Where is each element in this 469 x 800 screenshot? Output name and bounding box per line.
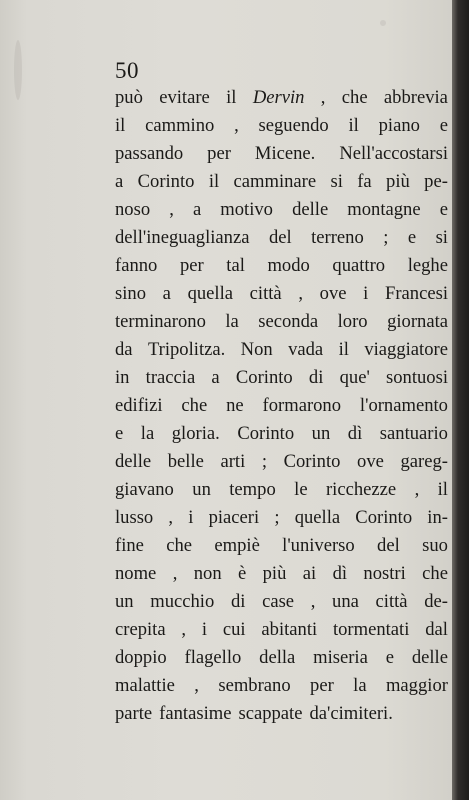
word: giavano [115, 479, 174, 500]
word: città [375, 591, 408, 612]
word: la [140, 423, 155, 444]
word: che [422, 563, 448, 584]
text-line [115, 196, 448, 224]
word: miseria [313, 647, 368, 668]
word: del [268, 227, 292, 248]
text-line [115, 140, 448, 168]
word: il [208, 171, 220, 192]
word: delle [292, 199, 329, 220]
word: loro [337, 311, 368, 332]
text-line [115, 392, 448, 420]
text-line [115, 84, 448, 112]
word: passando [115, 143, 184, 164]
word: fa [357, 171, 372, 192]
word: da'cimiteri. [309, 703, 393, 724]
word: che [181, 395, 208, 416]
word: da [115, 339, 133, 360]
word: il [115, 115, 126, 136]
word: scappate [238, 703, 303, 724]
page-number: 50 [115, 58, 139, 83]
word: sino [115, 283, 146, 304]
word: pe- [424, 171, 448, 192]
word: , [320, 87, 326, 108]
word: piaceri [208, 507, 260, 528]
word: crepita [115, 619, 166, 640]
text-line [115, 112, 448, 140]
word: l'universo [282, 535, 355, 556]
word: piano [378, 115, 420, 136]
text-line [115, 420, 448, 448]
word: le [294, 479, 308, 500]
word: Corinto [355, 507, 413, 528]
word: seguendo [258, 115, 329, 136]
word: empiè [214, 535, 260, 556]
word: case [262, 591, 295, 612]
word: della [259, 647, 296, 668]
word: un [311, 423, 331, 444]
word: e [439, 115, 448, 136]
word: lusso [115, 507, 154, 528]
word: Tripolitza. [147, 339, 226, 360]
word: motivo [220, 199, 273, 220]
word: ricchezze [325, 479, 397, 500]
word: , [310, 591, 316, 612]
word: di [308, 367, 324, 388]
word: quattro [332, 255, 386, 276]
word: delle [411, 647, 448, 668]
word: de- [424, 591, 448, 612]
word: può [115, 87, 143, 108]
word: santuario [379, 423, 448, 444]
word: più [386, 171, 410, 192]
word: Corinto [137, 171, 195, 192]
word: fantasime [159, 703, 232, 724]
word: cammino [145, 115, 215, 136]
word: flagello [184, 647, 242, 668]
text-line [115, 308, 448, 336]
word: Corinto [235, 367, 293, 388]
word: la [353, 675, 367, 696]
body-text [115, 84, 448, 728]
word: Corinto [237, 423, 295, 444]
word: , [181, 619, 187, 640]
word: a [115, 171, 124, 192]
word: del [377, 535, 400, 556]
paper-stain [14, 40, 22, 100]
word: il [226, 87, 237, 108]
word: i [201, 619, 208, 640]
word: città [249, 283, 282, 304]
word: ove [357, 451, 384, 472]
text-line [115, 364, 448, 392]
word: formarono [262, 395, 342, 416]
word: il [437, 479, 448, 500]
word: terreno [311, 227, 364, 248]
word: tormentati [332, 619, 410, 640]
word: una [332, 591, 359, 612]
word: delle [115, 451, 152, 472]
word: suo [422, 535, 448, 556]
word: giornata [387, 311, 448, 332]
word: evitare [159, 87, 210, 108]
word: tal [226, 255, 245, 276]
text-line [115, 476, 448, 504]
word: montagne [347, 199, 421, 220]
text-line [115, 252, 448, 280]
word: l'ornamento [359, 395, 448, 416]
word: il [338, 339, 349, 360]
word: si [435, 227, 448, 248]
word: , [194, 675, 199, 696]
word: terminarono [115, 311, 206, 332]
word: per [207, 143, 231, 164]
word: ; [383, 227, 389, 248]
text-line [115, 504, 448, 532]
word: ne [226, 395, 244, 416]
word: mucchio [150, 591, 215, 612]
word: ai [302, 563, 317, 584]
word: que' [339, 367, 370, 388]
word: , [172, 563, 178, 584]
word: gareg- [400, 451, 448, 472]
word: a [162, 283, 171, 304]
word: Non [240, 339, 273, 360]
word: cui [222, 619, 246, 640]
word: vada [288, 339, 324, 360]
word: non [193, 563, 222, 584]
word: i [188, 507, 194, 528]
word: ; [274, 507, 280, 528]
text-line [115, 560, 448, 588]
word: per [179, 255, 204, 276]
word: e [439, 199, 448, 220]
word: che [341, 87, 368, 108]
word: il [348, 115, 359, 136]
word: un [115, 591, 134, 612]
word: ; [261, 451, 268, 472]
word: arti [220, 451, 246, 472]
word: la [225, 311, 239, 332]
word: sontuosi [386, 367, 448, 388]
word: e [115, 423, 124, 444]
word: belle [167, 451, 204, 472]
word: , [168, 507, 174, 528]
text-line [115, 168, 448, 196]
word: parte [115, 703, 153, 724]
text-line [115, 336, 448, 364]
word: è [237, 563, 247, 584]
word: Micene. [254, 143, 316, 164]
word: che [166, 535, 193, 556]
word: maggior [385, 675, 448, 696]
word: camminare [233, 171, 317, 192]
word: dì [347, 423, 363, 444]
word: seconda [258, 311, 319, 332]
word: fanno [115, 255, 158, 276]
page-edge-shadow [452, 0, 469, 800]
word: abitanti [261, 619, 318, 640]
text-line [115, 280, 448, 308]
text-line [115, 700, 448, 728]
word: tempo [229, 479, 276, 500]
word: nostri [363, 563, 406, 584]
text-line [115, 224, 448, 252]
word: dell'ineguaglianza [115, 227, 250, 248]
word: e [385, 647, 394, 668]
word: Nell'accostarsi [339, 143, 448, 164]
word: in [115, 367, 130, 388]
word: gloria. [171, 423, 220, 444]
word: a [192, 199, 202, 220]
word: abbrevia [383, 87, 448, 108]
word: per [310, 675, 334, 696]
word: Corinto [283, 451, 341, 472]
word: in- [427, 507, 448, 528]
word: nome [115, 563, 157, 584]
word: , [414, 479, 420, 500]
word: malattie [115, 675, 175, 696]
text-line [115, 448, 448, 476]
word: sembrano [218, 675, 291, 696]
word: quella [294, 507, 341, 528]
text-line [115, 672, 448, 700]
word: di [230, 591, 246, 612]
text-line [115, 532, 448, 560]
word: fine [115, 535, 144, 556]
word: leghe [407, 255, 448, 276]
word: dì [332, 563, 348, 584]
text-line [115, 616, 448, 644]
word: traccia [145, 367, 196, 388]
word: i [363, 283, 369, 304]
word: doppio [115, 647, 167, 668]
italic-word: Dervin [252, 87, 305, 108]
text-line [115, 644, 448, 672]
paper-stain [380, 20, 386, 26]
word: modo [267, 255, 310, 276]
word: si [330, 171, 343, 192]
word: , [169, 199, 174, 220]
word: , [234, 115, 239, 136]
word: edifizi [115, 395, 163, 416]
word: a [211, 367, 220, 388]
word: dal [425, 619, 448, 640]
word: ove [319, 283, 347, 304]
word: Francesi [385, 283, 448, 304]
word: e [407, 227, 417, 248]
word: più [262, 563, 287, 584]
text-line [115, 588, 448, 616]
word: noso [115, 199, 151, 220]
word: quella [187, 283, 234, 304]
word: viaggiatore [364, 339, 448, 360]
word: , [298, 283, 303, 304]
word: un [192, 479, 211, 500]
